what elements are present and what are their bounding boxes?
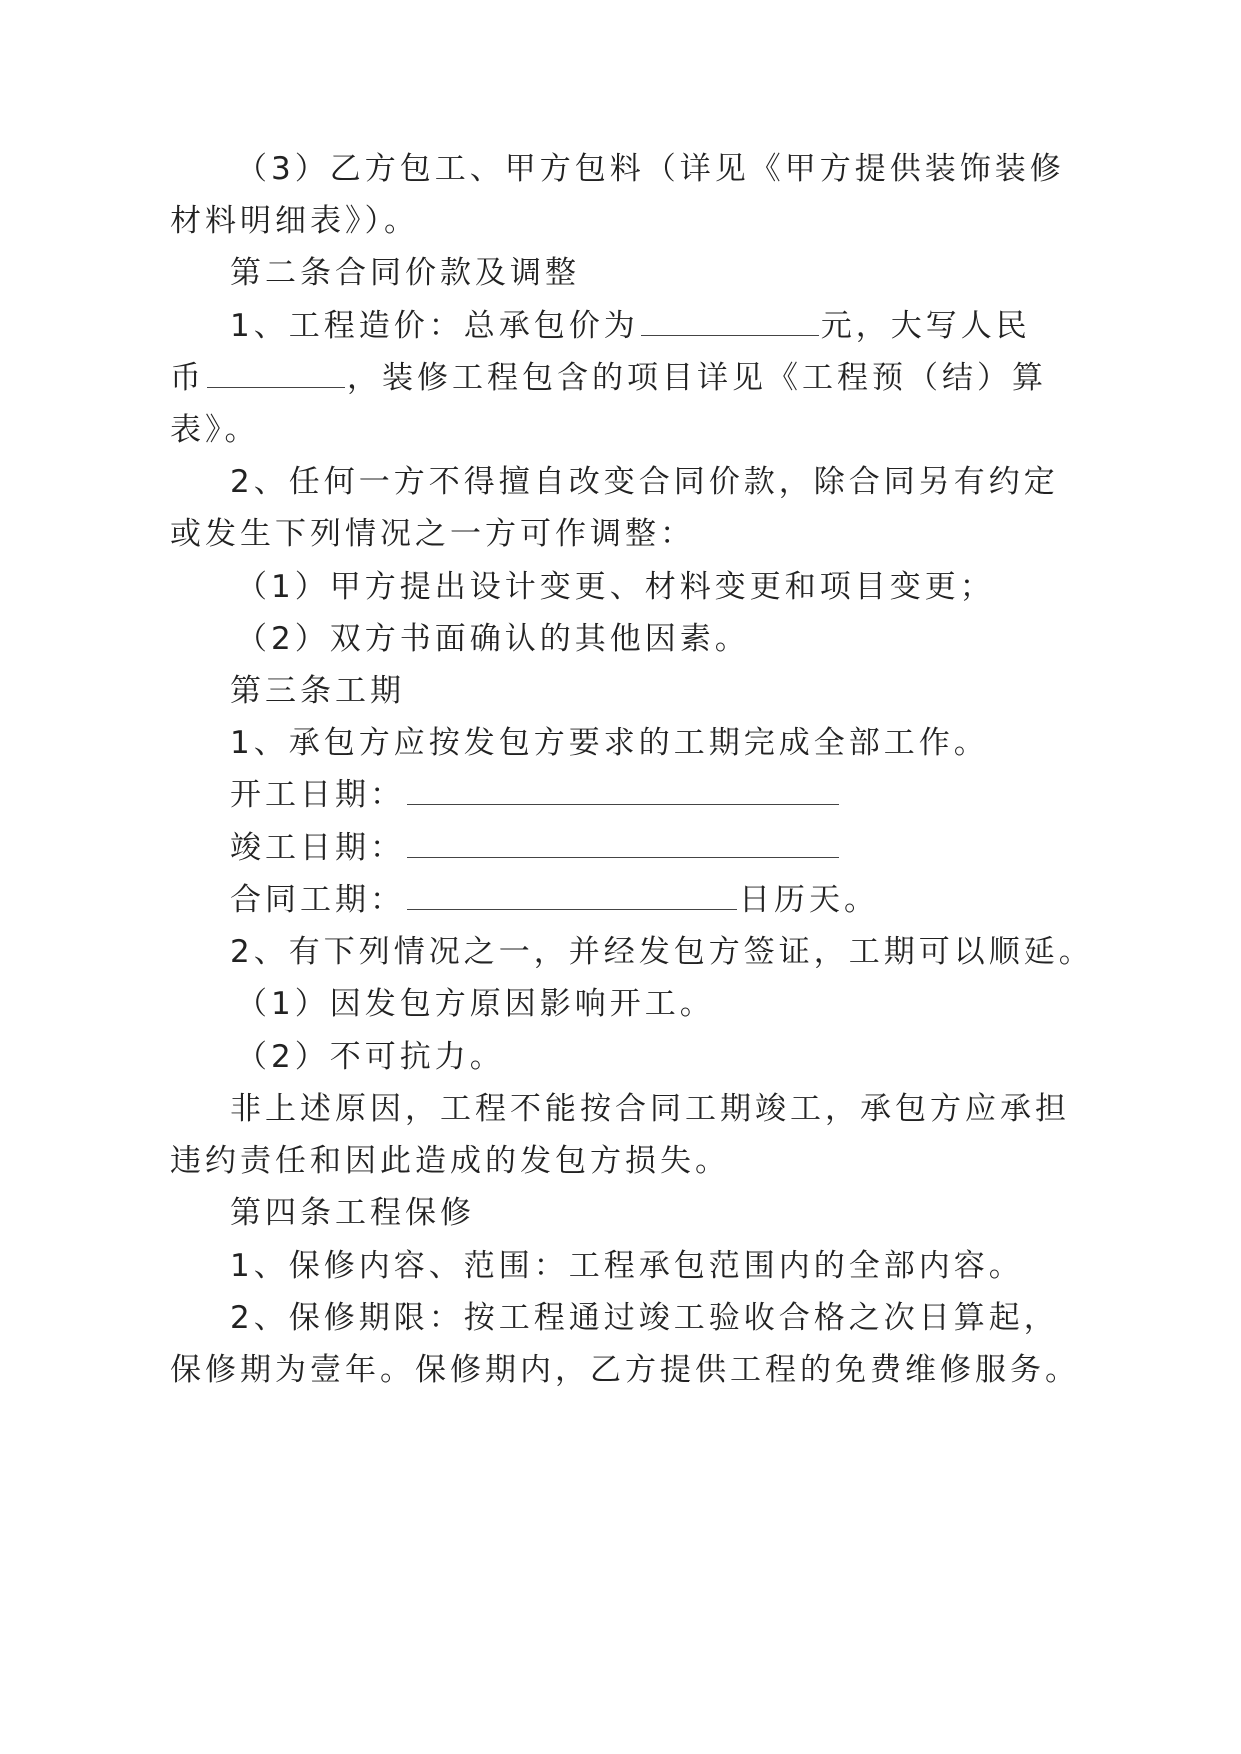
text: 日历天。 bbox=[739, 882, 879, 918]
paragraph-line bbox=[170, 514, 695, 554]
paragraph-line bbox=[230, 723, 989, 763]
paragraph-line bbox=[170, 358, 1047, 398]
text: 第三条工期 bbox=[230, 673, 405, 709]
section-heading bbox=[230, 671, 405, 711]
text: （2）不可抗力。 bbox=[236, 1039, 505, 1075]
section-heading bbox=[230, 253, 580, 293]
paragraph-line bbox=[230, 306, 1031, 346]
list-item bbox=[236, 1037, 505, 1077]
list-item bbox=[236, 567, 995, 607]
start-date-blank[interactable] bbox=[407, 776, 839, 805]
text: 或发生下列情况之一方可作调整： bbox=[170, 516, 695, 552]
paragraph-line bbox=[236, 149, 1065, 189]
text: 币 bbox=[170, 360, 205, 396]
paragraph-line bbox=[230, 1246, 1024, 1286]
date-field-row bbox=[230, 828, 841, 868]
text: 1、保修内容、范围：工程承包范围内的全部内容。 bbox=[230, 1248, 1024, 1284]
completion-date-blank[interactable] bbox=[407, 829, 839, 858]
text: 元，大写人民 bbox=[820, 308, 1031, 344]
field-label: 合同工期： bbox=[230, 882, 405, 918]
text: 保修期为壹年。保修期内，乙方提供工程的免费维修服务。 bbox=[170, 1352, 1080, 1388]
paragraph-line bbox=[230, 1089, 1070, 1129]
fill-in-blank[interactable] bbox=[641, 307, 819, 336]
text: 1、承包方应按发包方要求的工期完成全部工作。 bbox=[230, 725, 989, 761]
text: 第二条合同价款及调整 bbox=[230, 255, 580, 291]
paragraph-line bbox=[230, 462, 1059, 502]
paragraph-line bbox=[230, 1298, 1059, 1338]
paragraph-line bbox=[170, 1350, 1080, 1390]
fill-in-blank[interactable] bbox=[207, 359, 345, 388]
text: 违约责任和因此造成的发包方损失。 bbox=[170, 1143, 730, 1179]
text: ，装修工程包含的项目详见《工程预（结）算 bbox=[347, 360, 1047, 396]
contract-period-blank[interactable] bbox=[407, 881, 737, 910]
text: （3）乙方包工、甲方包料（详见《甲方提供装饰装修 bbox=[236, 151, 1065, 187]
list-item bbox=[236, 984, 715, 1024]
text: （2）双方书面确认的其他因素。 bbox=[236, 621, 750, 657]
paragraph-line bbox=[170, 201, 419, 241]
section-heading bbox=[230, 1193, 475, 1233]
list-item bbox=[236, 619, 750, 659]
text: 表》。 bbox=[170, 412, 260, 448]
text: 材料明细表》）。 bbox=[170, 203, 419, 239]
text: 2、有下列情况之一，并经发包方签证，工期可以顺延。 bbox=[230, 934, 1094, 970]
date-field-row bbox=[230, 880, 879, 920]
paragraph-line bbox=[170, 410, 260, 450]
text: 2、任何一方不得擅自改变合同价款，除合同另有约定 bbox=[230, 464, 1059, 500]
text: （1）甲方提出设计变更、材料变更和项目变更； bbox=[236, 569, 995, 605]
text: 1、工程造价：总承包价为 bbox=[230, 308, 639, 344]
field-label: 竣工日期： bbox=[230, 830, 405, 866]
paragraph-line bbox=[170, 1141, 730, 1181]
text: （1）因发包方原因影响开工。 bbox=[236, 986, 715, 1022]
paragraph-line bbox=[230, 932, 1094, 972]
field-label: 开工日期： bbox=[230, 777, 405, 813]
text: 第四条工程保修 bbox=[230, 1195, 475, 1231]
text: 2、保修期限：按工程通过竣工验收合格之次日算起， bbox=[230, 1300, 1059, 1336]
date-field-row bbox=[230, 775, 841, 815]
text: 非上述原因，工程不能按合同工期竣工，承包方应承担 bbox=[230, 1091, 1070, 1127]
